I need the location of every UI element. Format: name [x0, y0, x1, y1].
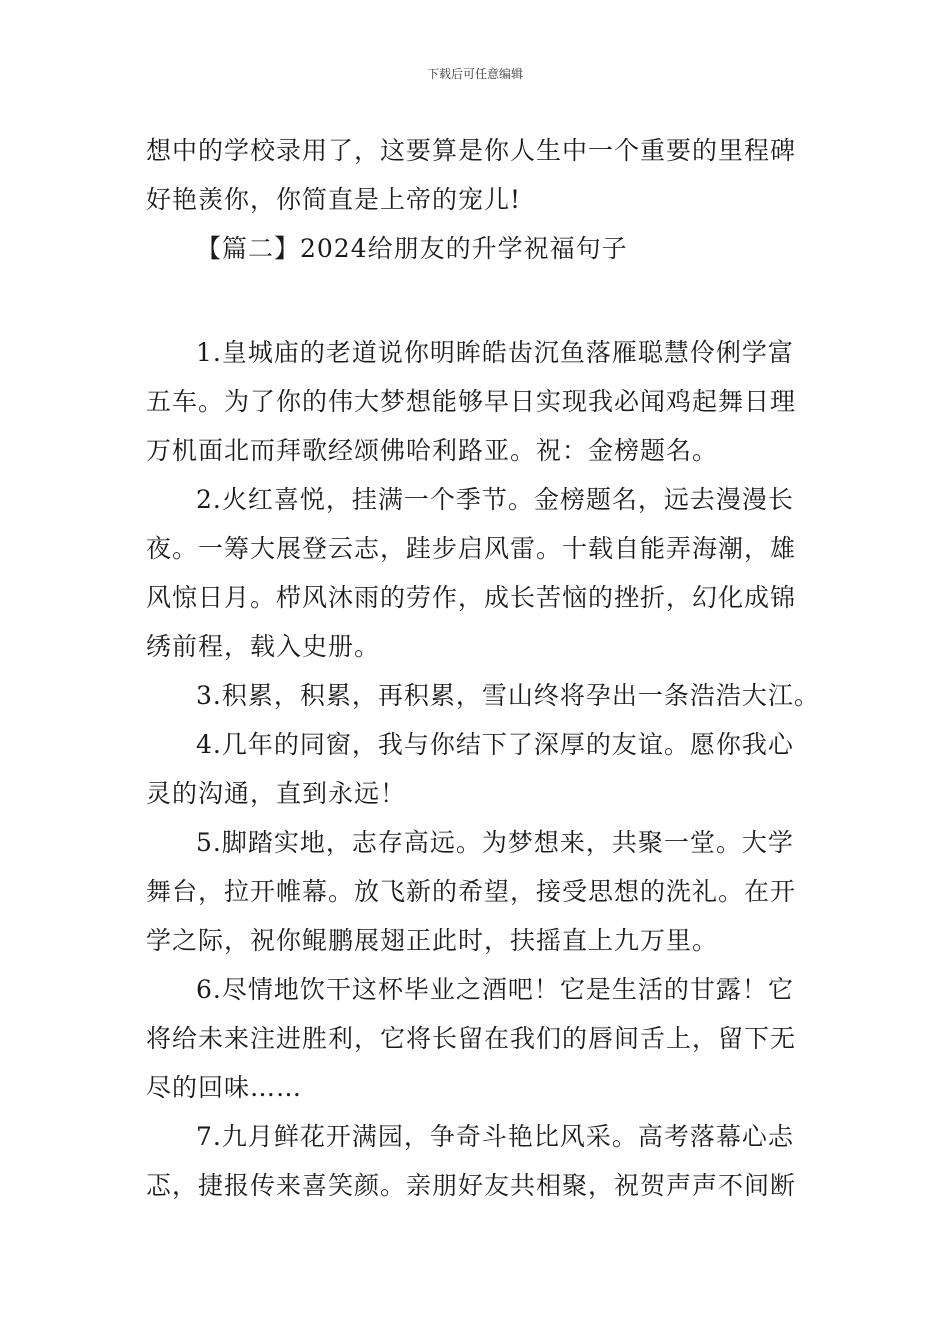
list-item-5: 5.脚踏实地，志存高远。为梦想来，共聚一堂。大学 [196, 828, 794, 857]
text-line: 将给未来注进胜利，它将长留在我们的唇间舌上，留下无 [146, 1024, 797, 1053]
top-paragraph [146, 126, 806, 273]
text-line: 灵的沟通，直到永远！ [146, 779, 407, 808]
main-list [146, 328, 820, 1210]
page-header: 下载后可任意编辑 [426, 67, 523, 81]
section-heading: 【篇二】2024给朋友的升学祝福句子 [196, 234, 628, 263]
text-line: 万机面北而拜歌经颂佛哈利路亚。祝：金榜题名。 [146, 436, 719, 465]
text-line: 忑，捷报传来喜笑颜。亲朋好友共相聚，祝贺声声不间断 [146, 1171, 797, 1200]
text-line: 风惊日月。栉风沐雨的劳作，成长苦恼的挫折，幻化成锦 [146, 583, 797, 612]
text-line: 夜。一筹大展登云志，跬步启风雷。十载自能弄海潮，雄 [146, 534, 797, 563]
list-item-4: 4.几年的同窗，我与你结下了深厚的友谊。愿你我心 [196, 730, 794, 759]
text-line: 好艳羡你，你简直是上帝的宠儿! [146, 185, 522, 214]
text-line: 五车。为了你的伟大梦想能够早日实现我必闻鸡起舞日理 [146, 387, 797, 416]
list-item-2: 2.火红喜悦，挂满一个季节。金榜题名，远去漫漫长 [196, 485, 794, 514]
text-line: 舞台，拉开帷幕。放飞新的希望，接受思想的洗礼。在开 [146, 877, 797, 906]
text-line: 学之际，祝你鲲鹏展翅正此时，扶摇直上九万里。 [146, 926, 719, 955]
text-line: 想中的学校录用了，这要算是你人生中一个重要的里程碑 [146, 136, 797, 165]
list-item-7: 7.九月鲜花开满园，争奇斗艳比风采。高考落幕心忐 [196, 1122, 794, 1151]
list-item-3: 3.积累，积累，再积累，雪山终将孕出一条浩浩大江。 [196, 681, 820, 710]
text-line: 尽的回味…… [146, 1073, 303, 1102]
text-line: 绣前程，载入史册。 [146, 632, 381, 661]
list-item-6: 6.尽情地饮干这杯毕业之酒吧！它是生活的甘露！它 [196, 975, 794, 1004]
list-item-1: 1.皇城庙的老道说你明眸皓齿沉鱼落雁聪慧伶俐学富 [196, 338, 794, 367]
